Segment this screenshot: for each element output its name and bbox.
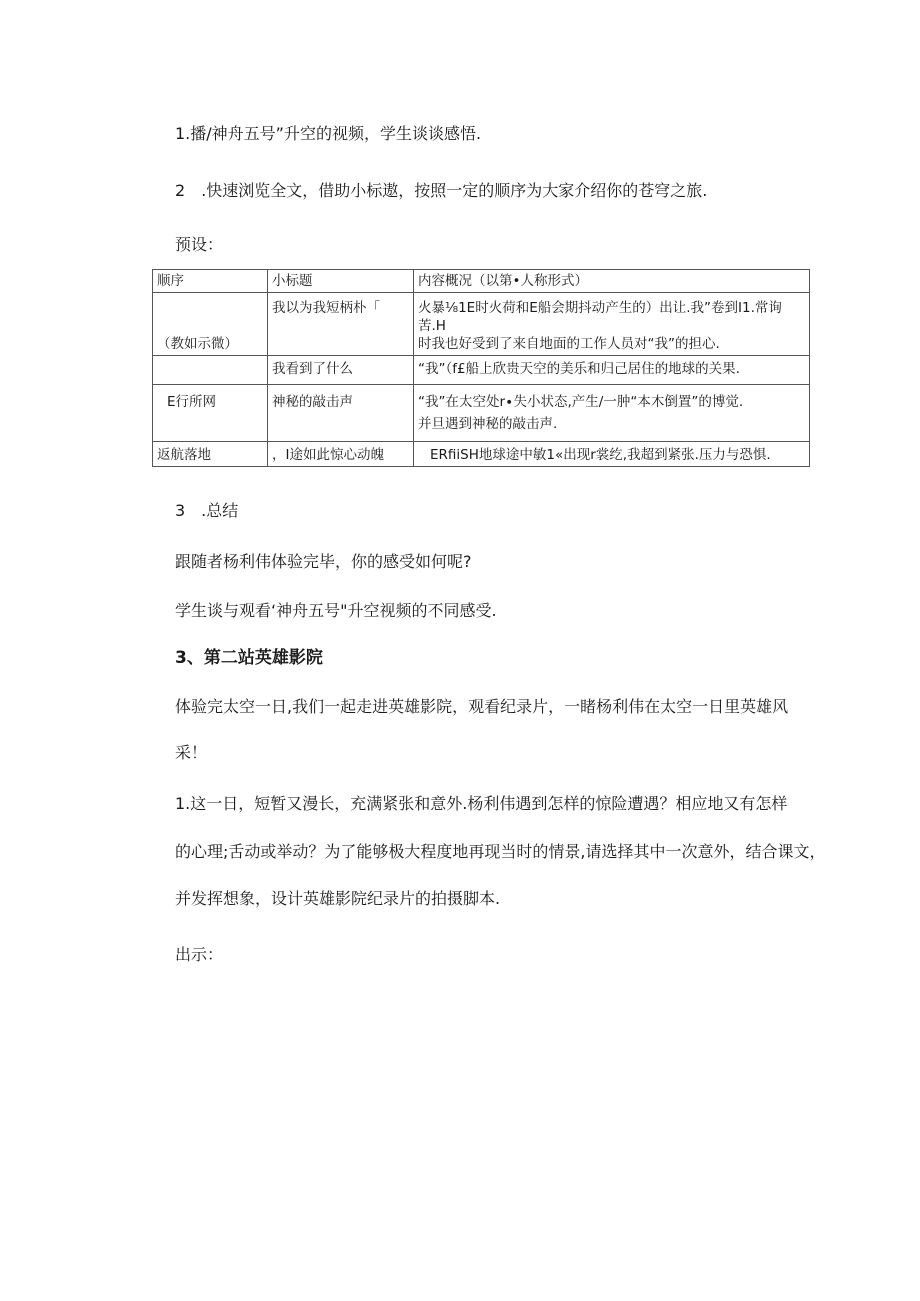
- table-row: [153, 356, 810, 385]
- intro-paragraph-line: 采！: [175, 743, 208, 762]
- row-content: [414, 356, 810, 385]
- row-title: 神秘的敲击声: [268, 385, 414, 442]
- row-order: 返航落地: [153, 442, 268, 467]
- row-content-line: 火暴⅛1E时火荷和E船会期抖动产生的）出让.我”卷到I1.常询苦.H: [418, 300, 782, 334]
- header-order: 顺序: [153, 270, 268, 293]
- task-paragraph-line: 并发挥想象，设计英雄影院纪录片的拍摄脚本.: [175, 889, 501, 908]
- header-title: 小标题: [268, 270, 414, 293]
- task-paragraph-line: 的心理;舌动或举动？为了能够极大程度地再现当时的情景,请选择其中一次意外，结合课文，: [175, 842, 826, 861]
- row-content: [414, 385, 810, 442]
- preset-label: 预设：: [175, 235, 224, 254]
- show-label: 出示：: [175, 945, 224, 964]
- row-content-line: 并旦遇到神秘的敲击声.: [418, 416, 558, 432]
- row-content: [414, 293, 810, 356]
- section-heading: 3、第二站英雄影院: [175, 648, 323, 668]
- instruction-item-1: 1.播/神舟五号”升空的视频，学生谈谈感悟.: [175, 124, 482, 143]
- table-header-row: [153, 270, 810, 293]
- header-content: 内容概况（以第•人称形式）: [414, 270, 810, 293]
- task-paragraph-line: 1.这一日，短暂又漫长，充满紧张和意外.杨利伟遇到怎样的惊险遭遇？相应地又有怎样: [175, 794, 788, 813]
- row-order: [153, 356, 268, 385]
- row-title: 我以为我短柄朴「: [268, 293, 414, 356]
- row-content-line: ERfiiSH地球途中敏1«出现r裳纥,我超到紧张.压力与恐惧.: [430, 447, 771, 463]
- summary-question: 跟随者杨利伟体验完毕，你的感受如何呢?: [175, 552, 472, 571]
- row-title: 我看到了什么: [268, 356, 414, 385]
- row-title: ，I途如此惊心动魄: [268, 442, 414, 467]
- outline-table: [152, 269, 810, 467]
- row-order: （教如示微）: [153, 293, 268, 356]
- row-content-line: “我”在太空处r∙失小状态,产生/一肿“本木倒置”的博觉.: [418, 394, 744, 410]
- table-row: [153, 385, 810, 442]
- summary-item-3: 3 .总结: [175, 501, 239, 520]
- row-content-line: 时我也好受到了来自地面的工作人员对“我”的担心.: [418, 336, 720, 352]
- row-content: [414, 442, 810, 467]
- summary-comparison: 学生谈与观看‘神舟五号"升空视频的不同感受.: [175, 601, 497, 620]
- instruction-item-2: 2 .快速浏览全文，借助小标遨，按照一定的顺序为大家介绍你的苍穹之旅.: [175, 181, 708, 200]
- row-content-line: “我”（f£船上欣贵天空的美乐和归己居住的地球的关果.: [418, 361, 740, 377]
- table-row: [153, 442, 810, 467]
- table-row: [153, 293, 810, 356]
- intro-paragraph-line: 体验完太空一日,我们一起走进英雄影院，观看纪录片，一睹杨利伟在太空一日里英雄风: [175, 697, 789, 716]
- row-order: E行所网: [153, 385, 268, 442]
